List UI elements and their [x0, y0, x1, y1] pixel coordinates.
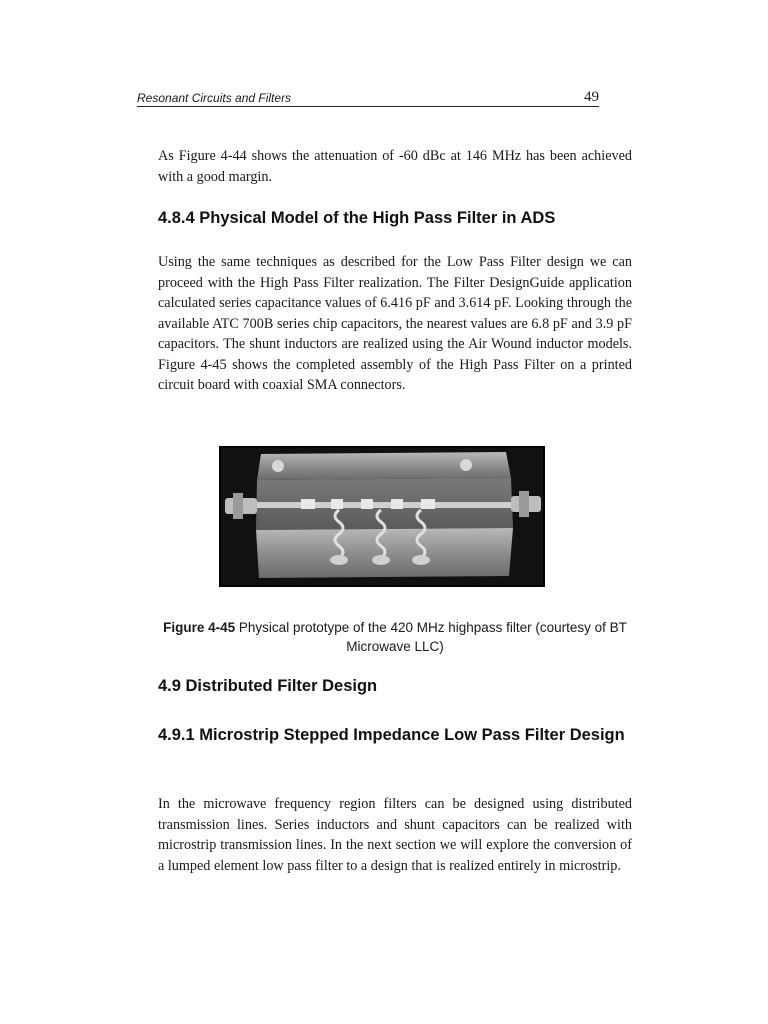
chip-capacitor — [331, 499, 343, 509]
paragraph-microwave-filters: In the microwave frequency region filters can be designed using distributed transmission lines. Series inductors and shunt capacitors can be realized with microstrip transmission lines. In the next section we will explore the conversion of a lumped element low pass filter to a design that is realized entirely in microstrip. — [158, 796, 632, 874]
section-heading-4-9: 4.9 Distributed Filter Design — [158, 677, 378, 695]
microstrip-line — [257, 502, 511, 508]
solder-joint — [412, 555, 430, 565]
solder-joint — [330, 555, 348, 565]
chip-capacitor — [391, 499, 403, 509]
figure-caption — [158, 618, 632, 656]
chip-capacitor — [301, 499, 315, 509]
sma-connector-left-nut — [233, 493, 243, 519]
screw-right — [460, 459, 472, 471]
running-header — [137, 90, 599, 107]
sma-connector-right-nut — [519, 491, 529, 517]
figure-caption-text: Physical prototype of the 420 MHz highpass filter (courtesy of BT Microwave LLC) — [238, 620, 627, 654]
figure-caption-label: Figure 4-45 — [163, 620, 236, 635]
chip-capacitor — [361, 499, 373, 509]
screw-left — [272, 460, 284, 472]
paragraph-attenuation: As Figure 4-44 shows the attenuation of -60 dBc at 146 MHz has been achieved with a good margin. — [158, 148, 632, 185]
top-ground-rail — [257, 452, 511, 480]
section-heading-4-8-4: 4.8.4 Physical Model of the High Pass Filter in ADS — [158, 209, 556, 227]
figure-filter-photo — [219, 446, 545, 587]
paragraph-high-pass-realization: Using the same techniques as described for the Low Pass Filter design we can proceed with the High Pass Filter realization. The Filter DesignGuide application calculated series capacitance values of 6.416 pF and 3.614 pF. Looking through the available ATC 700B series chip capacitors, the nearest values are 6.8 pF and 3.9 pF capacitors. The shunt inductors are realized using the Air Wound inductor models. Figure 4-45 shows the completed assembly of the High Pass Filter on a printed circuit board with coaxial SMA connectors. — [158, 254, 632, 393]
solder-joint — [372, 555, 390, 565]
chip-capacitor — [421, 499, 435, 509]
page-number: 49 — [584, 89, 599, 105]
running-header-title: Resonant Circuits and Filters — [137, 91, 292, 105]
section-heading-4-9-1: 4.9.1 Microstrip Stepped Impedance Low Pass Filter Design — [158, 726, 625, 744]
filter-prototype-photo — [221, 448, 543, 585]
